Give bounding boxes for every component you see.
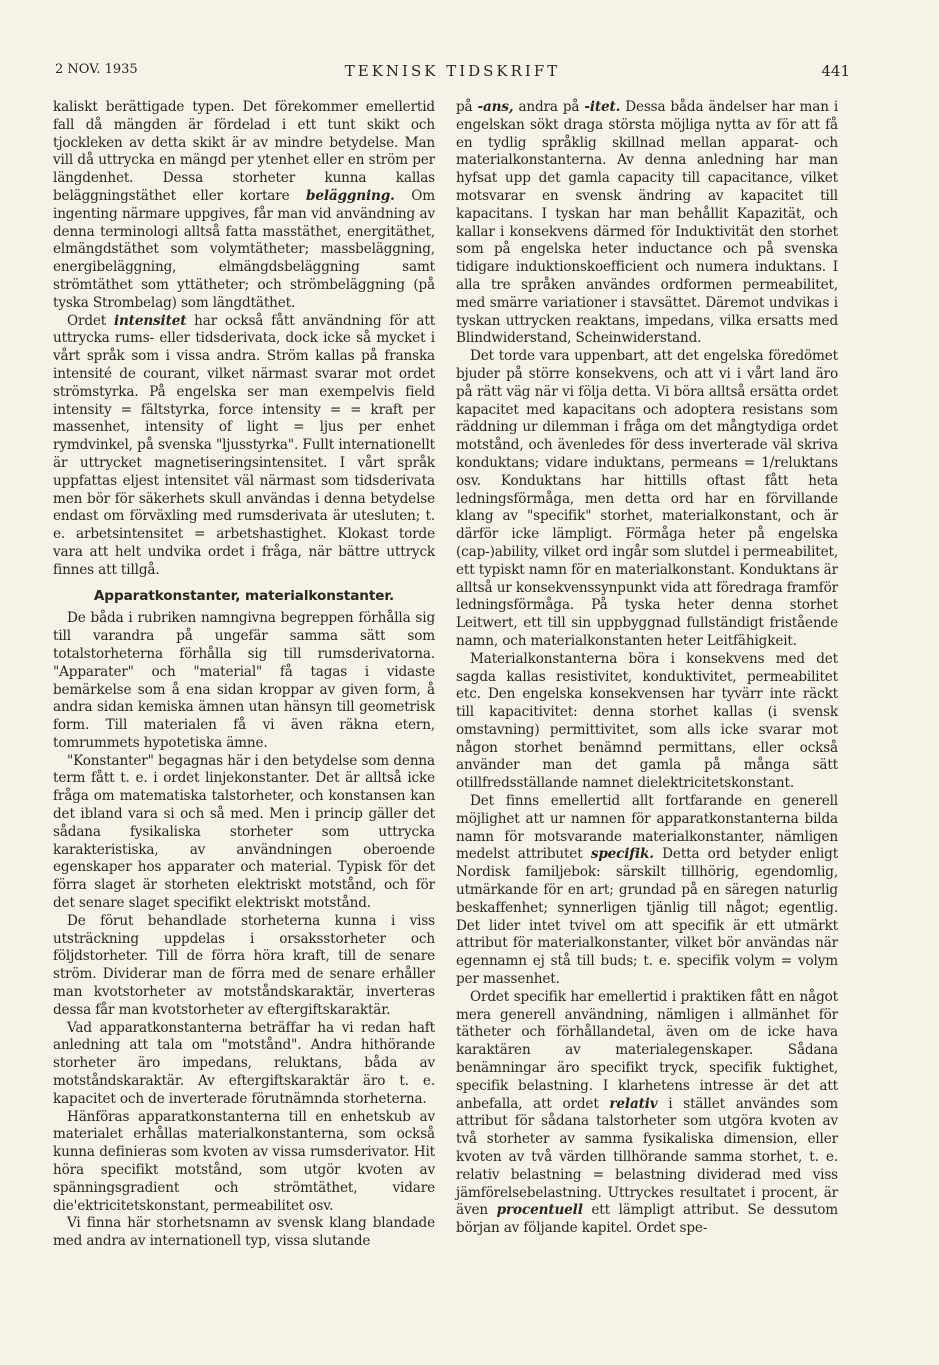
running-header [55, 60, 850, 84]
paragraph: Ordet specifik har emellertid i praktiken fått en något mera generell användning, nämligen i allmänhet för tätheter och förhållandetal, även om de icke hava karaktären av materialegenskaper. Sådana benämningar äro specifikt tryck, specifik fuktighet, specifik belastning. I klarhetens intresse är det att anbefalla, att ordet relativ i stället användes som attribut för sådana talstorheter som utgöra kvoten av två storheter av samma fysikaliska dimension, eller kvoten av två värden tillhörande samma storhet, t. e. relativ belastning = belastning dividerad med viss jämförelsebelastning. Uttryckes resultatet i procent, är även procentuell ett lämpligt attribut. Se dessutom början av följande kapitel. Ordet spe- [456, 988, 839, 1237]
paragraph: på -ans, andra på -itet. Dessa båda ändelser har man i engelskan sökt draga största möjliga nytta av för att få en tydlig språklig skillnad mellan apparat- och materialkonstanterna. Av denna anledning har man hyfsat upp det gamla capacity till capacitance, vilket motsvarar en svensk ändring av kapacitet till kapacitans. I tyskan har man behållit Kapazität, och kallar i konsekvens därmed för Induktivität den storhet som på engelska heter inductance och på svenska tidigare induktionskoefficient och numera induktans. I alla tre språken användes ordformen permeabilitet, med smärre variationer i stavsättet. Däremot undvikas i tyskan uttrycken reaktans, impedans, vilka ersatts med Blindwiderstand, Scheinwiderstand. [456, 99, 839, 347]
paragraph: "Konstanter" begagnas här i den betydelse som denna term fått t. e. i ordet linjekonstanter. Det är alltså icke fråga om matematiska talstorheter, och konstansen kan det ibland vara si och så med. Men i princip gäller det sådana fysikaliska storheter som uttrycka karakteristiska, av användningen oberoende egenskaper hos apparater och material. Typisk för det förra slaget är storheten elektriskt motstånd, och för det senare slaget specifikt elektriskt motstånd. [53, 752, 435, 912]
emphasis: intensitet [113, 312, 187, 329]
emphasis: -itet. [584, 99, 621, 115]
right-column [456, 99, 838, 1238]
emphasis: relativ [609, 1095, 658, 1112]
paragraph: De båda i rubriken namngivna begreppen förhålla sig till varandra på ungefär samma sätt som totalstorheterna förhålla sig till rumsderivatorna. "Apparater" och "material" få tagas i vidaste bemärkelse som å ena sidan kroppar av given form, å andra sidan kemiska ämnen utan hänsyn till geometrisk form. Till materialen få vi även räkna etern, tomrummets hypotetiska ämne. [53, 610, 435, 751]
emphasis: specifik. [590, 846, 654, 863]
paragraph: kaliskt berättigade typen. Det förekommer emellertid fall då mängden är fördelad i ett tunt skikt och tjockleken av detta skikt är av mindre betydelse. Man vill då uttrycka en mängd per ytenhet eller en ström per längdenhet. Dessa storheter kunna kallas beläggningstäthet eller kortare beläggning. Om ingenting närmare uppgives, får man vid användning av denna terminologi alltså fatta masstäthet, energitäthet, elmängdstäthet som volymtätheter; massbeläggning, energibeläggning, elmängdsbeläggning samt strömtäthet som yttätheter; och strömbeläggning (på tyska Strombelag) som längdtäthet. [53, 99, 435, 311]
section-heading: Apparatkonstanter, materialkonstanter. [93, 587, 395, 604]
issue-date: 2 NOV. 1935 [55, 62, 138, 77]
emphasis: -ans, [477, 99, 514, 115]
paragraph: Ordet intensitet har också fått användning för att uttrycka rums- eller tidsderivata, dock icke så mycket i vårt språk som i vissa andra. Ström kallas på franska intensité de courant, vilket närmast svarar mot ordet strömstyrka. På engelska ser man exempelvis field intensity = fältstyrka, force intensity = = kraft per massenhet, intensity of light = ljus per enhet rymdvinkel, på svenska "ljusstyrka". Fullt internationellt är uttrycket magnetiseringsintensitet. I vårt språk uppfattas eljest intensitet väl närmast som tidsderivata men bör för säkerhets skull användas i denna betydelse endast om förväxling med rumsderivata är utesluten; t. e. arbetsintensitet = arbetshastighet. Klokast torde vara att helt undvika ordet i fråga, när bättre uttryck finnes att tillgå. [53, 312, 436, 578]
paragraph: Det finns emellertid allt fortfarande en generell möjlighet att ur namnen för apparatkonstanterna bilda namn för motsvarande materialkonstanter, nämligen medelst attributet specifik. Detta ord betyder enligt Nordisk familjebok: särskilt tillhörig, egendomlig, utmärkande för en art; grundad på en säregen naturlig beskaffenhet; synnerligen tjänlig till något; egentlig. Det lider intet tvivel om att specifik är ett utmärkt attribut för materialkonstanter, vilket bör användas när egennamn ej stå till buds; t. e. specifik volym = volym per massenhet. [456, 793, 839, 988]
paragraph: De förut behandlade storheterna kunna i viss utsträckning uppdelas i orsaksstorheter och följdstorheter. Till de förra höra kraft, till de senare ström. Dividerar man de förra med de senare erhåller man kvotstorheter av motståndskaraktär, inverteras dessa får man kvotstorheter av eftergiftskaraktär. [53, 912, 435, 1018]
emphasis: beläggning. [306, 187, 395, 204]
left-column [53, 99, 435, 1251]
emphasis: procentuell [496, 1202, 583, 1219]
paragraph: Materialkonstanterna böra i konsekvens med det sagda kallas resistivitet, konduktivitet, permeabilitet etc. Den engelska konsekvensen har tyvärr inte räckt till kapacitivitet: denna storhet kallas (i svensk omstavning) permittivitet, som alls icke svarar mot någon storhet benämnd permittans, eller också använder man det gamla på många sätt otillfredsställande namnet dielektricitetskonstant. [456, 650, 838, 792]
page-number: 441 [821, 62, 850, 80]
journal-title: TEKNISK TIDSKRIFT [344, 62, 561, 80]
paragraph: Det torde vara uppenbart, att det engelska föredömet bjuder på större konsekvens, och att vi i vårt land äro på rätt väg när vi följa detta. Vi böra alltså ersätta ordet kapacitet med kapacitans och adoptera resistans som räddning ur dilemman i fråga om det mångtydiga ordet motstånd, och ävenledes för dess inverterade väl skriva konduktans; vidare induktans, permeans = 1/reluktans osv. Konduktans har hittills oftast fått heta ledningsförmåga, men detta ord har en förvillande klang av "specifik" storhet, materialkonstant, och är därför icke lämpligt. Förmåga heter på engelska (cap-)ability, vilket ord ingår som slutdel i permeabilitet, ett typiskt namn för en materialkonstant. Konduktans är alltså ur konsekvenssynpunkt vida att föredraga framför ledningsförmåga. På tyska heter denna storhet Leitwert, ett till sin uppbyggnad fullständigt fristående namn, och materialkonstanten heter Leitfähigkeit. [456, 348, 838, 649]
paragraph: Vi finna här storhetsnamn av svensk klang blandade med andra av internationell typ, vissa slutande [53, 1215, 435, 1250]
paragraph: Hänföras apparatkonstanterna till en enhetskub av materialet erhållas materialkonstanterna, som också kunna definieras som kvoten av vissa rumsderivator. Hit höra specifikt motstånd, som utgör kvoten av spänningsgradient och strömtäthet, vidare die'ektricitetskonstant, permeabilitet osv. [53, 1108, 435, 1214]
paragraph: Vad apparatkonstanterna beträffar ha vi redan haft anledning att tala om "motstånd". Andra hithörande storheter äro impedans, reluktans, båda av motståndskaraktär. Av eftergiftskaraktär äro t. e. kapacitet och de inverterade förutnämnda storheterna. [53, 1019, 435, 1107]
